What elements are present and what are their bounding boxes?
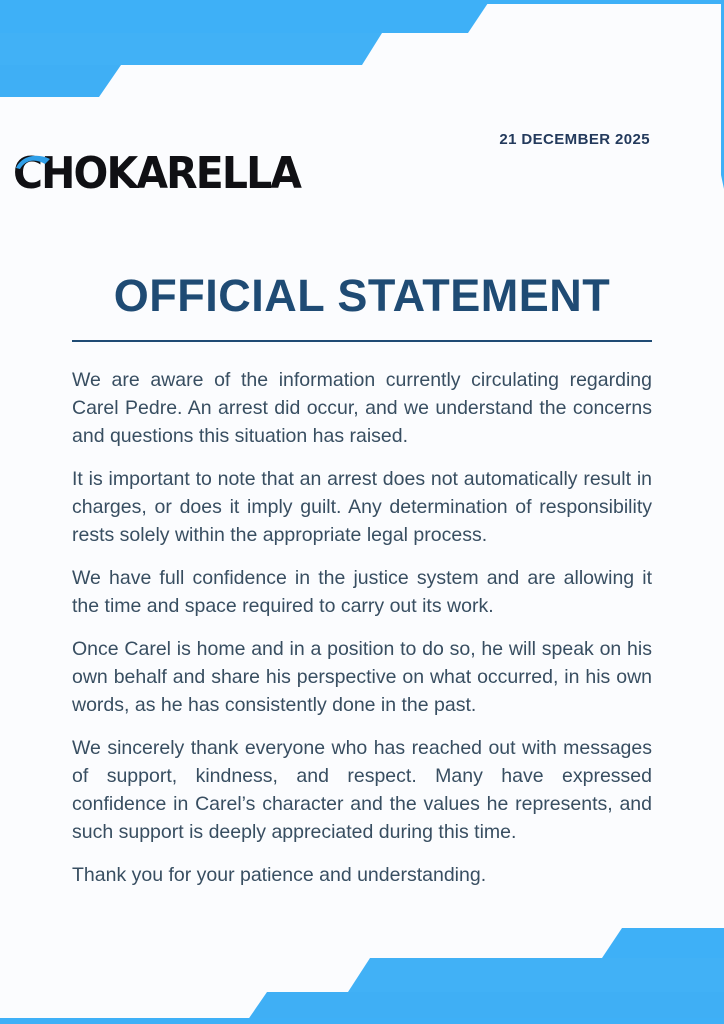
statement-body bbox=[72, 366, 652, 904]
logo-swoosh-icon bbox=[15, 153, 51, 169]
bottom-right-band-2 bbox=[348, 958, 724, 992]
bottom-right-band-1 bbox=[602, 928, 724, 958]
page-title: OFFICIAL STATEMENT bbox=[113, 270, 611, 321]
brand-logo: CHOKARELLA bbox=[13, 148, 301, 199]
statement-closing: Thank you for your patience and understanding. bbox=[72, 864, 487, 886]
statement-paragraph: It is important to note that an arrest does not automatically result in charges, or does it imply guilt. Any determination of responsibility rests solely within the appropriate legal process. bbox=[72, 468, 652, 546]
top-left-band-2 bbox=[0, 33, 382, 65]
statement-paragraph: We sincerely thank everyone who has reached out with messages of support, kindness, and respect. Many have expressed confidence in Carel’s character and the values he represents, and such support is deeply appreciated during this time. bbox=[72, 737, 652, 843]
bottom-edge-strip bbox=[0, 1018, 724, 1024]
top-left-band-1 bbox=[0, 0, 490, 33]
top-left-band-3 bbox=[0, 65, 121, 97]
title-divider bbox=[72, 340, 652, 342]
statement-paragraph: Once Carel is home and in a position to do so, he will speak on his own behalf and share his perspective on what occurred, in his own words, as he has consistently done in the past. bbox=[72, 638, 652, 716]
statement-paragraph: We have full confidence in the justice system and are allowing it the time and space required to carry out its work. bbox=[72, 567, 652, 617]
date-label: 21 DECEMBER 2025 bbox=[499, 131, 650, 148]
statement-paragraph: We are aware of the information currently circulating regarding Carel Pedre. An arrest did occur, and we understand the concerns and questions this situation has raised. bbox=[72, 369, 652, 447]
